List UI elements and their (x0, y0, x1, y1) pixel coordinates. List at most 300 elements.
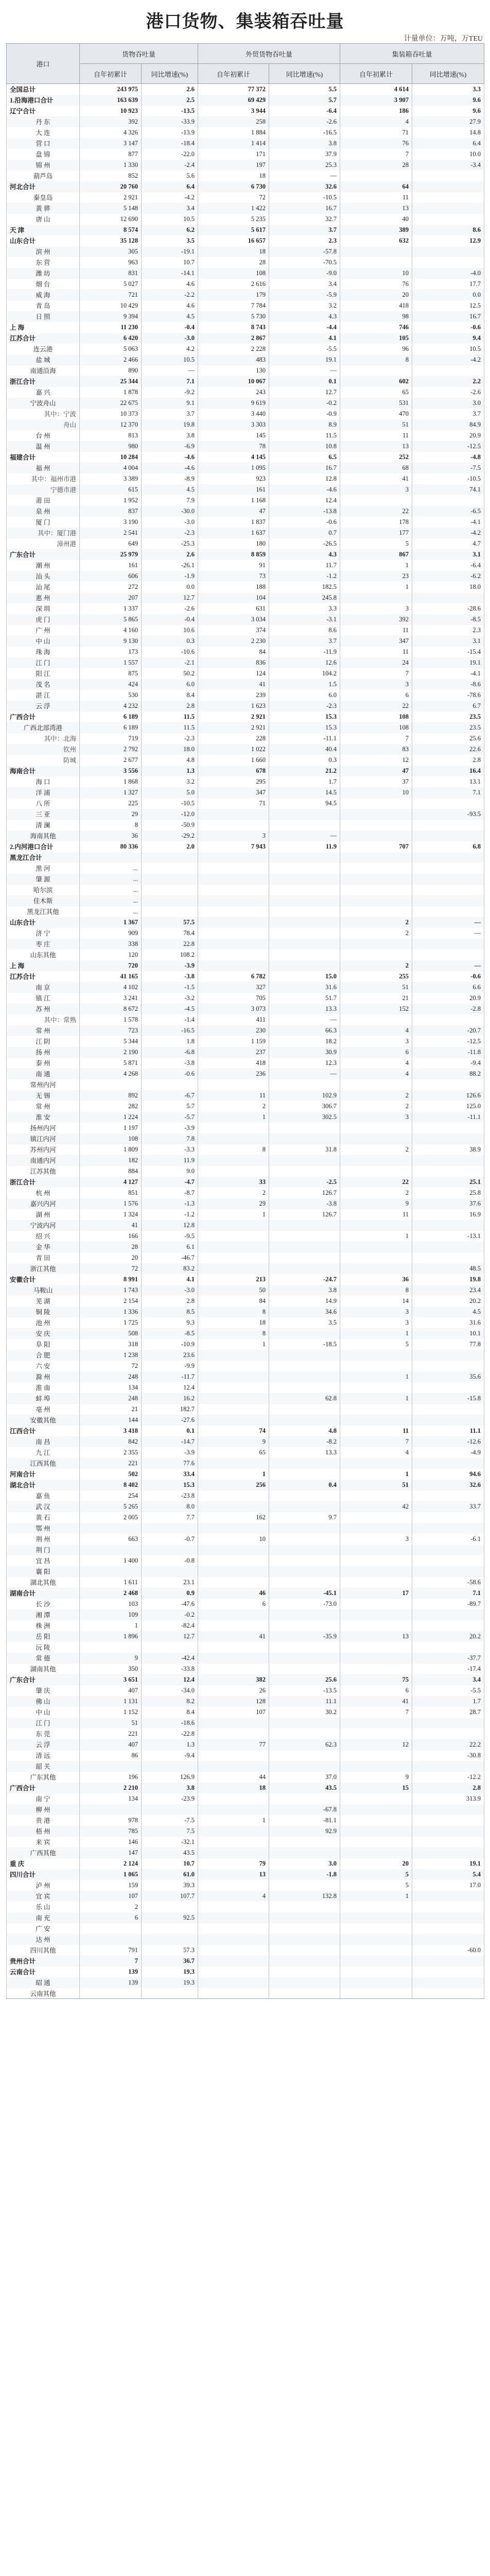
port-name-cell: 苏州内河 (7, 1144, 80, 1155)
growth-rate-cell: -25.3 (142, 538, 198, 549)
growth-rate-cell: -18.4 (142, 138, 198, 149)
port-name-cell: 杭 州 (7, 1188, 80, 1198)
port-name-cell: 黑 河 (7, 863, 80, 874)
cumulative-value-cell (340, 950, 412, 960)
cumulative-value-cell (340, 820, 412, 831)
table-row (7, 1653, 484, 1664)
cumulative-value-cell: 4 102 (80, 982, 142, 993)
growth-rate-cell (269, 1620, 340, 1631)
growth-rate-cell: 11.9 (269, 841, 340, 852)
growth-rate-cell (269, 1415, 340, 1426)
table-row (7, 1047, 484, 1058)
growth-rate-cell: -1.8 (269, 1869, 340, 1880)
table-row (7, 1793, 484, 1804)
growth-rate-cell: -0.7 (142, 1534, 198, 1545)
cumulative-value-cell: 9 (340, 1772, 412, 1783)
table-row (7, 636, 484, 647)
growth-rate-cell: 2.8 (412, 1783, 484, 1793)
growth-rate-cell: 4.5 (142, 311, 198, 322)
cumulative-value-cell (198, 1609, 269, 1620)
cumulative-value-cell: 5 235 (198, 214, 269, 225)
cumulative-value-cell: 76 (340, 279, 412, 290)
cumulative-value-cell (340, 1967, 412, 1977)
cumulative-value-cell (80, 1988, 142, 1999)
growth-rate-cell: 12.3 (269, 1058, 340, 1069)
table-row (7, 1436, 484, 1447)
growth-rate-cell: -9.0 (269, 268, 340, 279)
port-name-cell: 广 州 (7, 625, 80, 636)
growth-rate-cell (412, 1133, 484, 1144)
growth-rate-cell (269, 1988, 340, 1999)
growth-rate-cell (412, 1512, 484, 1523)
growth-rate-cell: 3.3 (269, 603, 340, 614)
table-row (7, 1523, 484, 1534)
cumulative-value-cell: 186 (340, 106, 412, 116)
growth-rate-cell: -10.5 (412, 473, 484, 484)
port-name-cell: 滁 州 (7, 1371, 80, 1382)
growth-rate-cell: 7.1 (412, 787, 484, 798)
cumulative-value-cell: 78 (198, 441, 269, 452)
table-row (7, 138, 484, 149)
growth-rate-cell (269, 1133, 340, 1144)
growth-rate-cell (269, 1123, 340, 1133)
table-row (7, 809, 484, 820)
cumulative-value-cell: 5 871 (80, 1058, 142, 1069)
growth-rate-cell (269, 895, 340, 906)
growth-rate-cell (269, 1902, 340, 1912)
port-name-cell: 嘉兴内河 (7, 1198, 80, 1209)
table-row (7, 917, 484, 928)
cumulative-value-cell: 9 130 (80, 636, 142, 647)
cumulative-value-cell (340, 1512, 412, 1523)
growth-rate-cell (412, 1826, 484, 1837)
growth-rate-cell: -47.6 (142, 1599, 198, 1609)
table-row (7, 1404, 484, 1415)
growth-rate-cell: 2.2 (412, 376, 484, 387)
cumulative-value-cell: 5 (340, 538, 412, 549)
growth-rate-cell: 25.8 (412, 1188, 484, 1198)
port-name-cell: 宜 昌 (7, 1555, 80, 1566)
cumulative-value-cell: 3 147 (80, 138, 142, 149)
growth-rate-cell: 2.8 (412, 755, 484, 766)
port-name-cell: 防城 (7, 755, 80, 766)
growth-rate-cell: 0.7 (269, 528, 340, 538)
growth-rate-cell: 3.4 (142, 203, 198, 214)
cumulative-value-cell: 1 (340, 1469, 412, 1480)
cumulative-value-cell: 23 (340, 571, 412, 582)
cumulative-value-cell (198, 1902, 269, 1912)
table-row (7, 1328, 484, 1339)
growth-rate-cell: — (269, 831, 340, 841)
table-row (7, 1490, 484, 1501)
cumulative-value-cell: 4 268 (80, 1069, 142, 1079)
port-name-cell: 三 亚 (7, 809, 80, 820)
growth-rate-cell (269, 917, 340, 928)
growth-rate-cell: 25.1 (412, 1177, 484, 1188)
growth-rate-cell: -4.4 (269, 322, 340, 333)
port-name-cell: 黄 骅 (7, 203, 80, 214)
cumulative-value-cell: 41 165 (80, 971, 142, 982)
growth-rate-cell: -3.9 (142, 960, 198, 971)
cumulative-value-cell: 108 (198, 268, 269, 279)
column-header-growth: 同比增速(%) (412, 64, 484, 84)
growth-rate-cell: -14.7 (142, 1436, 198, 1447)
table-row (7, 1144, 484, 1155)
growth-rate-cell: 10.0 (412, 149, 484, 160)
growth-rate-cell (412, 181, 484, 192)
port-name-cell: 天 津 (7, 225, 80, 235)
port-name-cell: 钦州 (7, 744, 80, 755)
port-name-cell: 南通沿海 (7, 365, 80, 376)
growth-rate-cell: 12.4 (142, 1674, 198, 1685)
cumulative-value-cell: 91 (198, 560, 269, 571)
growth-rate-cell: -4.5 (142, 1004, 198, 1014)
growth-rate-cell: 9.7 (269, 1512, 340, 1523)
port-name-cell: 连云港 (7, 344, 80, 354)
port-name-cell: 唐 山 (7, 214, 80, 225)
growth-rate-cell: 7.5 (142, 1826, 198, 1837)
growth-rate-cell: -3.0 (142, 1285, 198, 1296)
cumulative-value-cell: 2 355 (80, 1447, 142, 1458)
cumulative-value-cell: 46 (198, 1588, 269, 1599)
growth-rate-cell: 11.5 (142, 711, 198, 722)
cumulative-value-cell: 77 372 (198, 84, 269, 95)
growth-rate-cell (269, 1642, 340, 1653)
cumulative-value-cell: 1 095 (198, 463, 269, 473)
column-header-cumulative: 自年初累计 (198, 64, 269, 84)
port-name-cell: 安徽其他 (7, 1415, 80, 1426)
growth-rate-cell: 16.2 (142, 1393, 198, 1404)
cumulative-value-cell: 963 (80, 257, 142, 268)
table-row (7, 711, 484, 722)
table-row (7, 517, 484, 528)
port-name-cell: 淮 安 (7, 1112, 80, 1123)
cumulative-value-cell: 1 (198, 1209, 269, 1220)
growth-rate-cell: 10.5 (412, 344, 484, 354)
growth-rate-cell: -10.5 (142, 798, 198, 809)
cumulative-value-cell: 18 (198, 1783, 269, 1793)
port-name-cell: 东 营 (7, 257, 80, 268)
cumulative-value-cell: 615 (80, 484, 142, 495)
port-name-cell: 广东其他 (7, 1772, 80, 1783)
growth-rate-cell: -3.8 (269, 1198, 340, 1209)
cumulative-value-cell: 1 837 (198, 517, 269, 528)
growth-rate-cell (142, 1545, 198, 1555)
growth-rate-cell: 12.8 (142, 1220, 198, 1231)
cumulative-value-cell: 21 (340, 993, 412, 1004)
growth-rate-cell (412, 1988, 484, 1999)
growth-rate-cell (412, 1891, 484, 1902)
cumulative-value-cell (340, 1750, 412, 1761)
table-row (7, 1317, 484, 1328)
growth-rate-cell: -67.8 (269, 1804, 340, 1815)
growth-rate-cell: 92.9 (269, 1826, 340, 1837)
growth-rate-cell: 4.8 (142, 755, 198, 766)
growth-rate-cell (269, 1653, 340, 1664)
table-row (7, 1577, 484, 1588)
cumulative-value-cell (340, 1123, 412, 1133)
growth-rate-cell: -1.2 (142, 1209, 198, 1220)
growth-rate-cell: 3.8 (269, 138, 340, 149)
cumulative-value-cell: 382 (198, 1674, 269, 1685)
growth-rate-cell (269, 1967, 340, 1977)
port-name-cell: 云 浮 (7, 1739, 80, 1750)
table-row (7, 831, 484, 841)
cumulative-value-cell: 8 402 (80, 1480, 142, 1490)
cumulative-value-cell: 3 389 (80, 473, 142, 484)
cumulative-value-cell: 4 (340, 116, 412, 127)
cumulative-value-cell: 15 (340, 1783, 412, 1793)
table-row (7, 1837, 484, 1848)
cumulative-value-cell: 3 303 (198, 419, 269, 430)
growth-rate-cell: 3.0 (412, 398, 484, 409)
growth-rate-cell (412, 950, 484, 960)
cumulative-value-cell (198, 1750, 269, 1761)
table-row (7, 1891, 484, 1902)
cumulative-value-cell: 3 556 (80, 766, 142, 776)
cumulative-value-cell: 255 (340, 971, 412, 982)
cumulative-value-cell (198, 1664, 269, 1674)
growth-rate-cell (269, 1934, 340, 1945)
cumulative-value-cell (198, 1382, 269, 1393)
cumulative-value-cell: 11 (340, 1209, 412, 1220)
table-row (7, 398, 484, 409)
cumulative-value-cell: ... (80, 874, 142, 885)
growth-rate-cell: 37.6 (412, 1198, 484, 1209)
cumulative-value-cell: 4 326 (80, 127, 142, 138)
growth-rate-cell (269, 1501, 340, 1512)
table-row (7, 1739, 484, 1750)
growth-rate-cell: 8.6 (269, 625, 340, 636)
cumulative-value-cell: 86 (80, 1750, 142, 1761)
growth-rate-cell: 10.7 (142, 257, 198, 268)
cumulative-value-cell: 128 (198, 1696, 269, 1707)
growth-rate-cell (269, 874, 340, 885)
table-row (7, 971, 484, 982)
port-name-cell: 青 岛 (7, 300, 80, 311)
cumulative-value-cell (198, 852, 269, 863)
cumulative-value-cell: 2 921 (198, 711, 269, 722)
table-row (7, 1036, 484, 1047)
cumulative-value-cell: 9 (340, 1198, 412, 1209)
cumulative-value-cell (340, 1014, 412, 1025)
growth-rate-cell: -7.5 (142, 1815, 198, 1826)
port-name-cell: 八 所 (7, 798, 80, 809)
table-row (7, 1988, 484, 1999)
cumulative-value-cell (198, 1988, 269, 1999)
growth-rate-cell: 3.4 (269, 279, 340, 290)
port-name-cell: 烟 台 (7, 279, 80, 290)
column-header-cumulative: 自年初累计 (80, 64, 142, 84)
growth-rate-cell (412, 1545, 484, 1555)
growth-rate-cell (412, 192, 484, 203)
growth-rate-cell: -17.4 (412, 1664, 484, 1674)
cumulative-value-cell: 237 (198, 1047, 269, 1058)
growth-rate-cell: -37.7 (412, 1653, 484, 1664)
growth-rate-cell: — (142, 365, 198, 376)
growth-rate-cell (269, 820, 340, 831)
growth-rate-cell: -4.2 (412, 354, 484, 365)
cumulative-value-cell: 1 952 (80, 495, 142, 506)
port-name-cell: 常 德 (7, 1653, 80, 1664)
port-name-cell: 山东合计 (7, 917, 80, 928)
port-name-cell: 温 州 (7, 441, 80, 452)
growth-rate-cell: 2.8 (142, 701, 198, 711)
cumulative-value-cell (198, 863, 269, 874)
growth-rate-cell (412, 1728, 484, 1739)
growth-rate-cell: -5.5 (412, 1685, 484, 1696)
port-name-cell: 扬州内河 (7, 1123, 80, 1133)
growth-rate-cell: 19.1 (269, 354, 340, 365)
growth-rate-cell: — (269, 365, 340, 376)
cumulative-value-cell: 144 (80, 1415, 142, 1426)
growth-rate-cell (142, 863, 198, 874)
growth-rate-cell: 9.1 (142, 398, 198, 409)
cumulative-value-cell: 22 (340, 506, 412, 517)
cumulative-value-cell: 10 429 (80, 300, 142, 311)
growth-rate-cell: — (269, 1014, 340, 1025)
cumulative-value-cell: 8 743 (198, 322, 269, 333)
cumulative-value-cell: 80 336 (80, 841, 142, 852)
growth-rate-cell: 4.1 (269, 333, 340, 344)
cumulative-value-cell: 68 (340, 463, 412, 473)
growth-rate-cell: 2.6 (142, 549, 198, 560)
growth-rate-cell: -2.2 (142, 290, 198, 300)
port-name-cell: 合 肥 (7, 1350, 80, 1361)
growth-rate-cell: -10.6 (142, 647, 198, 657)
cumulative-value-cell: 418 (340, 300, 412, 311)
cumulative-value-cell (198, 1642, 269, 1653)
cumulative-value-cell: 347 (340, 636, 412, 647)
table-row (7, 1599, 484, 1609)
cumulative-value-cell: 22 (340, 701, 412, 711)
growth-rate-cell: — (412, 928, 484, 939)
port-name-cell: 珠 海 (7, 647, 80, 657)
port-name-cell: 芜 湖 (7, 1296, 80, 1307)
cumulative-value-cell: 3 (340, 679, 412, 690)
cumulative-value-cell: 350 (80, 1664, 142, 1674)
table-row (7, 603, 484, 614)
growth-rate-cell: -0.6 (412, 322, 484, 333)
table-body (7, 84, 484, 1999)
growth-rate-cell: -0.6 (412, 971, 484, 982)
cumulative-value-cell: 1 576 (80, 1198, 142, 1209)
port-name-cell: 宁波内河 (7, 1220, 80, 1231)
growth-rate-cell: -45.1 (269, 1588, 340, 1599)
growth-rate-cell: -3.8 (142, 1058, 198, 1069)
growth-rate-cell: -6.4 (412, 560, 484, 571)
cumulative-value-cell: 7 (80, 1956, 142, 1967)
cumulative-value-cell (198, 820, 269, 831)
growth-rate-cell: 0.4 (269, 1480, 340, 1490)
growth-rate-cell: -13.5 (269, 1685, 340, 1696)
growth-rate-cell (412, 171, 484, 181)
cumulative-value-cell (340, 1220, 412, 1231)
port-name-cell: 宁德市港 (7, 484, 80, 495)
growth-rate-cell: 8.4 (142, 690, 198, 701)
column-group-cargo: 货物吞吐量 (80, 44, 198, 64)
cumulative-value-cell: 11 (340, 1426, 412, 1436)
cumulative-value-cell: 5 (340, 1880, 412, 1891)
growth-rate-cell: -1.3 (142, 1198, 198, 1209)
table-row (7, 1177, 484, 1188)
cumulative-value-cell: 909 (80, 928, 142, 939)
cumulative-value-cell: 51 (340, 1480, 412, 1490)
growth-rate-cell: 4.3 (269, 549, 340, 560)
cumulative-value-cell (340, 798, 412, 809)
growth-rate-cell: 20.2 (412, 1631, 484, 1642)
port-name-cell: 佳木斯 (7, 895, 80, 906)
growth-rate-cell: 23.4 (412, 1285, 484, 1296)
cumulative-value-cell: 162 (198, 1512, 269, 1523)
port-name-cell: 盐 城 (7, 354, 80, 365)
cumulative-value-cell: 6 (80, 1912, 142, 1923)
table-row (7, 127, 484, 138)
port-name-cell: 云南合计 (7, 1967, 80, 1977)
growth-rate-cell: 25.3 (269, 160, 340, 171)
growth-rate-cell: 10.8 (269, 441, 340, 452)
growth-rate-cell: 16.7 (269, 203, 340, 214)
cumulative-value-cell: 139 (80, 1967, 142, 1977)
growth-rate-cell: 5.0 (142, 787, 198, 798)
growth-rate-cell: -3.1 (269, 614, 340, 625)
cumulative-value-cell: 5 265 (80, 1501, 142, 1512)
growth-rate-cell (412, 820, 484, 831)
cumulative-value-cell: 221 (80, 1458, 142, 1469)
growth-rate-cell: 4.7 (412, 538, 484, 549)
cumulative-value-cell (340, 1382, 412, 1393)
growth-rate-cell: -12.0 (142, 809, 198, 820)
growth-rate-cell: -23.8 (142, 1490, 198, 1501)
table-row (7, 1112, 484, 1123)
cumulative-value-cell: 8 (198, 1307, 269, 1317)
growth-rate-cell (269, 1382, 340, 1393)
cumulative-value-cell (80, 1523, 142, 1534)
growth-rate-cell: -12.6 (412, 1436, 484, 1447)
growth-rate-cell: 20.9 (412, 430, 484, 441)
growth-rate-cell (269, 1458, 340, 1469)
growth-rate-cell: 2.5 (142, 95, 198, 106)
growth-rate-cell (269, 1728, 340, 1739)
cumulative-value-cell (340, 1523, 412, 1534)
cumulative-value-cell: 1 660 (198, 755, 269, 766)
cumulative-value-cell: 107 (198, 1707, 269, 1718)
cumulative-value-cell: 41 (340, 473, 412, 484)
growth-rate-cell (269, 1490, 340, 1501)
growth-rate-cell: -4.7 (142, 1177, 198, 1188)
cumulative-value-cell: 978 (80, 1815, 142, 1826)
cumulative-value-cell: 272 (80, 582, 142, 592)
cumulative-value-cell (340, 1361, 412, 1371)
cumulative-value-cell: 2 (340, 1144, 412, 1155)
table-row (7, 160, 484, 171)
growth-rate-cell: 8.6 (412, 225, 484, 235)
table-row (7, 701, 484, 711)
growth-rate-cell: 16.9 (412, 1209, 484, 1220)
column-header-cumulative: 自年初累计 (340, 64, 412, 84)
cumulative-value-cell (340, 1404, 412, 1415)
growth-rate-cell: -12.5 (412, 1036, 484, 1047)
growth-rate-cell: -13.9 (142, 127, 198, 138)
port-name-cell: 其中：厦门港 (7, 528, 80, 538)
cumulative-value-cell: 295 (198, 776, 269, 787)
growth-rate-cell: -2.6 (269, 116, 340, 127)
cumulative-value-cell: 1 743 (80, 1285, 142, 1296)
growth-rate-cell: 16.7 (269, 463, 340, 473)
cumulative-value-cell: 2 466 (80, 354, 142, 365)
growth-rate-cell: 126.6 (412, 1090, 484, 1101)
growth-rate-cell (412, 1977, 484, 1988)
